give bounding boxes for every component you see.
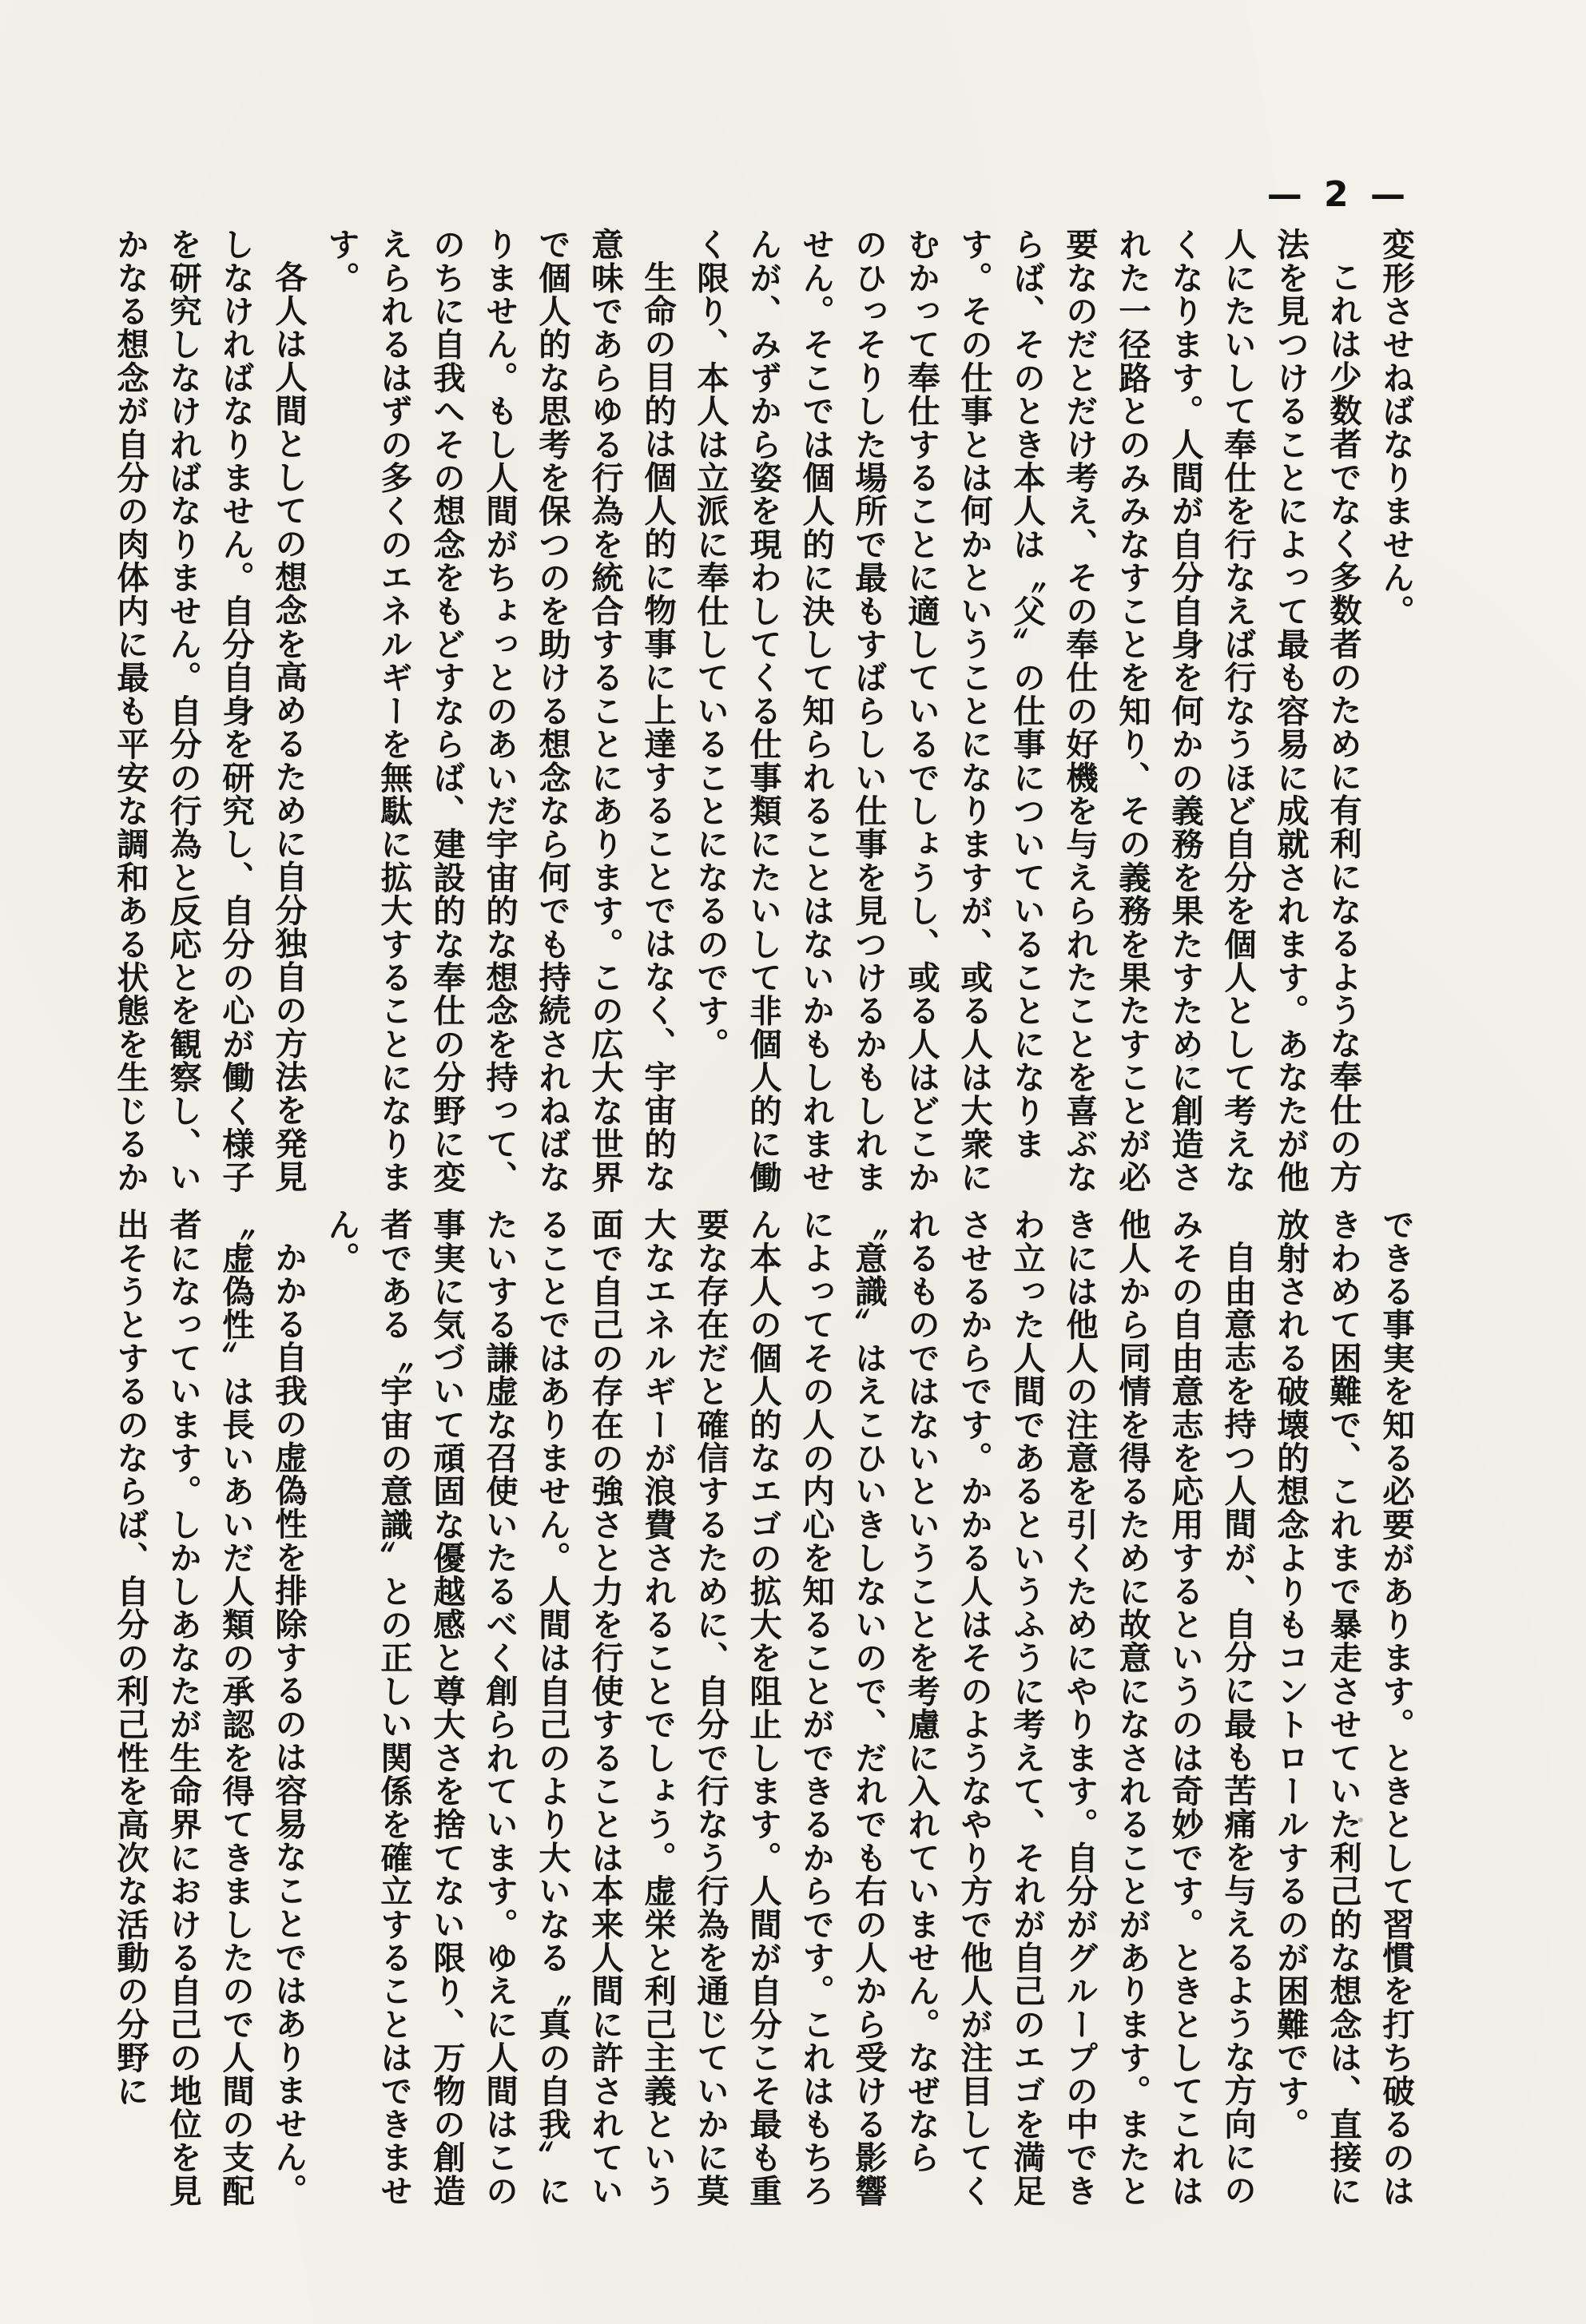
upper-text-block bbox=[80, 228, 1422, 1206]
paragraph: 変形させねばなりません。 bbox=[1377, 228, 1415, 628]
paragraph: 生命の目的は個人的に物事に上達することではなく、宇宙的な意味であらゆる行為を統合することにあります。この広大な世界で個人的な思考を保つのを助ける想念なら何でも持続されねばなりません。もし人間がちょっとのあいだ宇宙的な想念を持って、のちに自我へその想念をもどすならば、建設的な奉仕の分野に変えられるはずの多くのエネルギーを無駄に拡大することになります。 bbox=[322, 228, 677, 1194]
scan-speck bbox=[1358, 1817, 1363, 1822]
lower-text-block bbox=[80, 1208, 1422, 2239]
paragraph: 各人は人間としての想念を高めるために自分独自の方法を発見しなければなりません。自分自身を研究し、自分の心が働く様子を研究しなければなりません。自分の行為と反応とを観察し、いかなる想念が自分の肉体内に最も平安な調和ある状態を生じるか bbox=[111, 228, 308, 1194]
paragraph: 自由意志を持つ人間が、自分に最も苦痛を与えるような方向にのみその自由意志を応用するというのは奇妙です。ときとしてこれは他人から同情を得るために故意になされることがあります。またときには他人の注意を引くためにやります。自分がグループの中できわ立った人間であるというふうに考えて、それが自己のエゴを満足させるからです。かかる人はそのようなやり方で他人が注目してくれるものではないということを考慮に入れていません。なぜなら〝意識〟はえこひいきしないので、だれでも右の人から受ける影響によってその人の内心を知ることができるからです。これはもちろん本人の個人的なエゴの拡大を阻止します。人間が自分こそ最も重要な存在だと確信するために、自分で行なう行為を通じていかに莫大なエネルギーが浪費されることでしょう。虚栄と利己主義という面で自己の存在の強さと力を行使することは本来人間に許されていることではありません。人間は自己のより大いなる〝真の自我〟にたいする謙虚な召使いたるべく創られています。ゆえに人間はこの事実に気づいて頑固な優越感と尊大さを捨てない限り、万物の創造者である〝宇宙の意識〟との正しい関係を確立することはできません。 bbox=[322, 1208, 1257, 2208]
scan-speck bbox=[1190, 1059, 1193, 1061]
scan-speck bbox=[983, 2029, 986, 2032]
paragraph: できる事実を知る必要があります。ときとして習慣を打ち破るのはきわめて困難で、これまで暴走させていた利己的な想念は、直接に放射される破壊的想念よりもコントロールするのが困難です。 bbox=[1271, 1208, 1415, 2207]
page-number: — 2 — bbox=[1266, 174, 1410, 215]
paragraph: これは少数者でなく多数者のために有利になるような奉仕の方法を見つけることによって最も容易に成就されます。あなたが他人にたいして奉仕を行なえば行なうほど自分を個人として考えなくなります。人間が自分自身を何かの義務を果たすために創造された一径路とのみみなすことを知り、その義務を果たすことが必要なのだとだけ考え、その奉仕の好機を与えられたことを喜ぶならば、そのとき本人は〝父〟の仕事についていることになります。その仕事とは何かということになりますが、或る人は大衆にむかって奉仕することに適しているでしょうし、或る人はどこかのひっそりした場所で最もすばらしい仕事を見つけるかもしれません。そこでは個人的に決して知られることはないかもしれませんが、みずから姿を現わしてくる仕事類にたいして非個人的に働く限り、本人は立派に奉仕していることになるのです。 bbox=[691, 228, 1362, 1194]
paragraph: かかる自我の虚偽性を排除するのは容易なことではありません。〝虚偽性〟は長いあいだ人類の承認を得てきましたので人間の支配者になっています。しかしあなたが生命界における自己の地位を見出そうとするのならば、自分の利己性を高次な活動の分野に bbox=[111, 1208, 308, 2207]
scan-speck bbox=[248, 2157, 250, 2159]
